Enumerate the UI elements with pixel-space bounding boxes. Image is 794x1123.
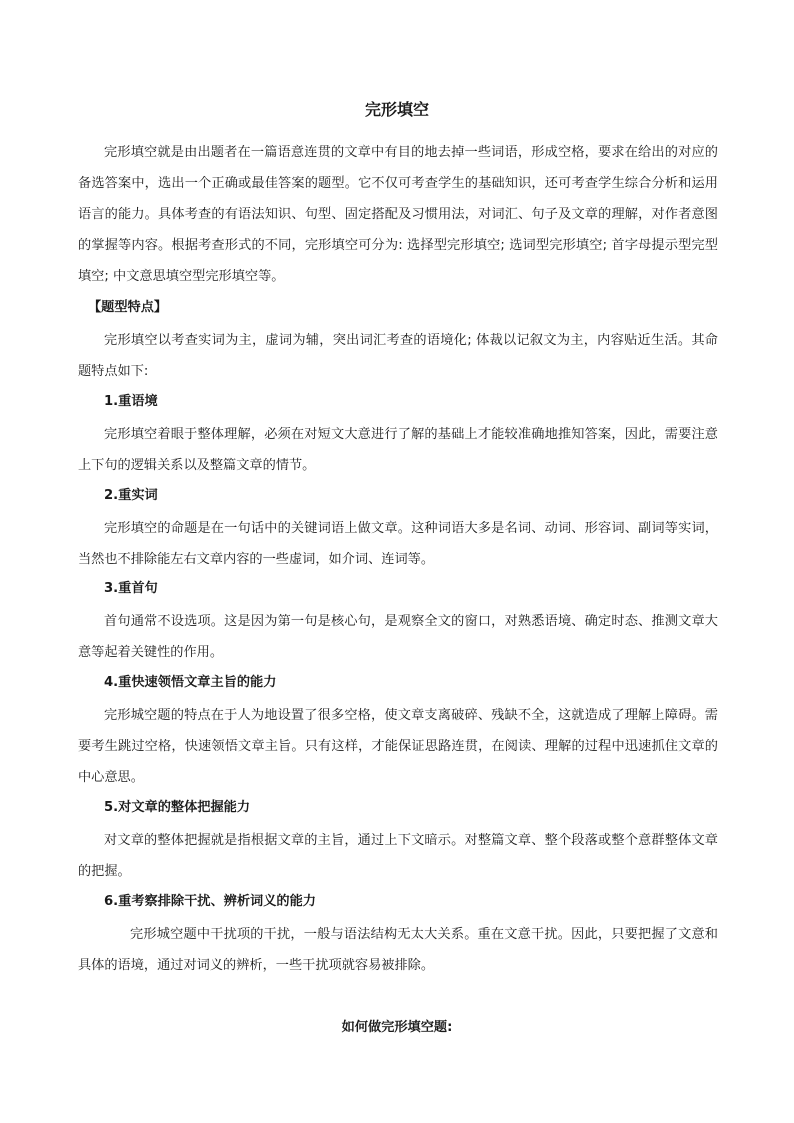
point-4-paragraph: 完形城空题的特点在于人为地设置了很多空格，使文章支离破碎、残缺不全，这就造成了理解上障碍。需要考生跳过空格，快速领悟文章主旨。只有这样，才能保证思路连贯，在阅读、理解的过程中迅速抓住文章的中心意思。 (78, 708, 718, 785)
point-1-heading: 1.重语境 (104, 394, 158, 409)
features-paragraph: 完形填空以考查实词为主，虚词为辅，突出词汇考查的语境化; 体裁以记叙文为主，内容贴近生活。其命题特点如下: (78, 333, 718, 379)
document-title: 完形填空 (364, 100, 429, 119)
point-2-paragraph: 完形填空的命题是在一句话中的关键词语上做文章。这种词语大多是名词、动词、形容词、副词等实词，当然也不排除能左右文章内容的一些虚词，如介词、连词等。 (78, 521, 718, 567)
point-6-paragraph: 完形城空题中干扰项的干扰，一般与语法结构无太大关系。重在文意干扰。因此，只要把握了文意和具体的语境，通过对词义的辨析，一些干扰项就容易被排除。 (78, 927, 718, 973)
point-5-paragraph: 对文章的整体把握就是指根据文章的主旨，通过上下文暗示。对整篇文章、整个段落或整个意群整体文章的把握。 (78, 833, 718, 879)
point-5-heading: 5.对文章的整体把握能力 (104, 800, 251, 815)
point-2-heading: 2.重实词 (104, 488, 158, 503)
intro-paragraph: 完形填空就是由出题者在一篇语意连贯的文章中有目的地去掉一些词语，形成空格，要求在给出的对应的备选答案中，选出一个正确或最佳答案的题型。它不仅可考查学生的基础知识，还可考查学生综合分析和运用语言的能力。具体考查的有语法知识、句型、固定搭配及习惯用法，对词汇、句子及文章的理解，对作者意图的掌握等内容。根据考查形式的不同，完形填空可分为: 选择型完形填空; 选词型完形填空; 首字母提示型完型填空; 中文意思填空型完形填空等。 (78, 145, 718, 284)
point-1-paragraph: 完形填空着眼于整体理解，必须在对短文大意进行了解的基础上才能较准确地推知答案，因此，需要注意上下句的逻辑关系以及整篇文章的情节。 (78, 427, 718, 473)
features-heading: 【题型特点】 (88, 300, 168, 315)
point-3-heading: 3.重首句 (104, 581, 158, 596)
section-subtitle: 如何做完形填空题: (341, 1020, 453, 1035)
point-6-heading: 6.重考察排除干扰、辨析词义的能力 (104, 894, 316, 909)
point-4-heading: 4.重快速领悟文章主旨的能力 (104, 675, 277, 690)
point-3-paragraph: 首句通常不设选项。这是因为第一句是核心句，是观察全文的窗口，对熟悉语境、确定时态、推测文章大意等起着关键性的作用。 (78, 614, 718, 660)
